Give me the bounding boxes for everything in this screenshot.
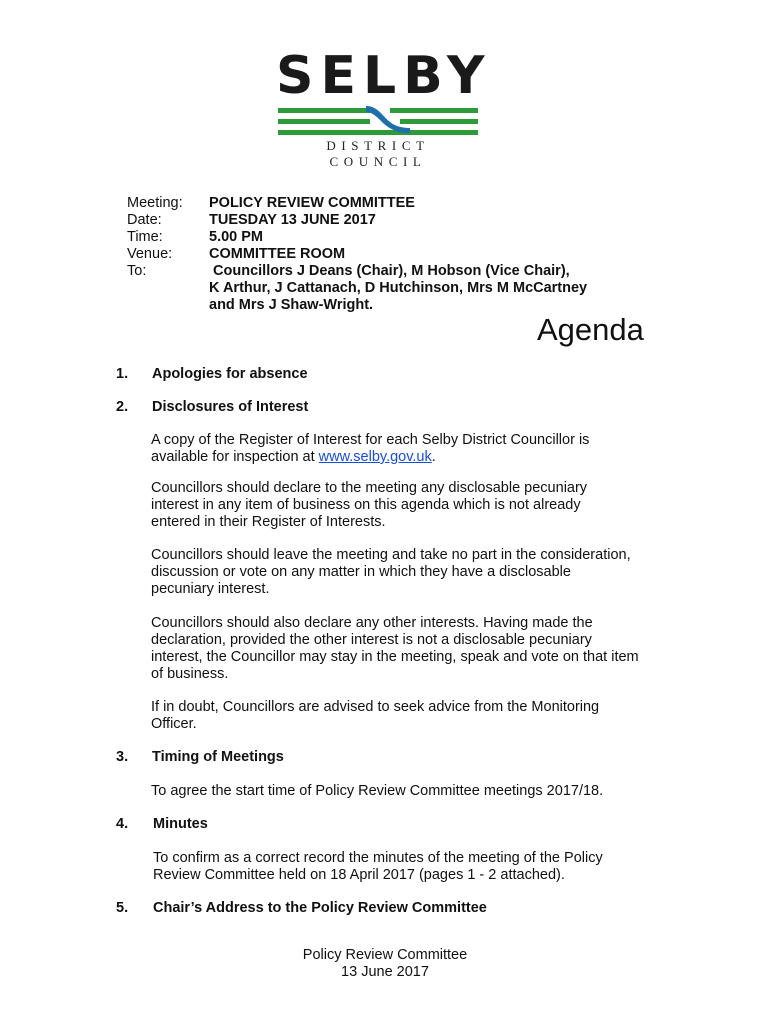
item-title: Chair’s Address to the Policy Review Committee bbox=[153, 900, 487, 916]
page-footer bbox=[0, 947, 770, 981]
timing-paragraph: To agree the start time of Policy Review Committee meetings 2017/18. bbox=[151, 783, 604, 799]
item-number: 2. bbox=[116, 399, 129, 415]
date-value: TUESDAY 13 JUNE 2017 bbox=[209, 212, 376, 228]
leave-meeting-paragraph: Councillors should leave the meeting and take no part in the consideration, discussion or vote on any matter in which they have a disclosable pecuniary interest. bbox=[151, 547, 631, 597]
agenda-heading: Agenda bbox=[537, 312, 644, 347]
register-text: available for inspection at bbox=[151, 449, 319, 465]
time-label: Time: bbox=[127, 229, 163, 245]
selby-website-link[interactable]: www.selby.gov.uk bbox=[318, 449, 432, 465]
footer-committee: Policy Review Committee bbox=[302, 947, 468, 963]
item-title: Minutes bbox=[153, 816, 208, 832]
to-line-2: K Arthur, J Cattanach, D Hutchinson, Mrs M McCartney bbox=[209, 280, 588, 296]
to-line-1: Councillors J Deans (Chair), M Hobson (Vice Chair), bbox=[209, 263, 570, 279]
other-interests-paragraph: Councillors should also declare any other interests. Having made the declaration, provided the other interest is not a disclosable pecuniary interest, the Councillor may stay in the meeting, speak and vote on that item of business. bbox=[151, 615, 639, 682]
item-title: Timing of Meetings bbox=[152, 749, 284, 765]
meeting-details bbox=[127, 195, 629, 314]
item-title: Disclosures of Interest bbox=[152, 399, 309, 415]
logo-wordmark: SELBY bbox=[276, 46, 492, 106]
meeting-label: Meeting: bbox=[127, 195, 183, 211]
venue-label: Venue: bbox=[127, 246, 173, 262]
logo-subtitle: DISTRICT COUNCIL bbox=[326, 138, 430, 169]
to-value bbox=[209, 263, 629, 314]
register-line-2 bbox=[151, 449, 651, 466]
selby-district-council-logo bbox=[276, 46, 492, 169]
item-title: Apologies for absence bbox=[152, 366, 308, 382]
item-number: 1. bbox=[116, 366, 129, 382]
item-number: 3. bbox=[116, 749, 129, 765]
to-line-3: and Mrs J Shaw-Wright. bbox=[209, 297, 374, 313]
declare-paragraph: Councillors should declare to the meeting any disclosable pecuniary interest in any item of business on this agenda which is not already entered in their Register of Interests. bbox=[151, 480, 588, 530]
item-number: 5. bbox=[116, 900, 129, 916]
register-paragraph bbox=[151, 432, 651, 466]
meeting-value: POLICY REVIEW COMMITTEE bbox=[209, 195, 415, 211]
to-label: To: bbox=[127, 263, 147, 279]
logo-river-stripes bbox=[278, 106, 478, 136]
minutes-paragraph: To confirm as a correct record the minutes of the meeting of the Policy Review Committee held on 18 April 2017 (pages 1 - 2 attached). bbox=[153, 850, 603, 883]
register-period: . bbox=[431, 449, 436, 465]
venue-value: COMMITTEE ROOM bbox=[209, 246, 346, 262]
item-number: 4. bbox=[116, 816, 129, 832]
register-line-1: A copy of the Register of Interest for each Selby District Councillor is bbox=[151, 432, 590, 448]
advice-paragraph: If in doubt, Councillors are advised to seek advice from the Monitoring Officer. bbox=[151, 699, 600, 732]
date-label: Date: bbox=[127, 212, 162, 228]
footer-date: 13 June 2017 bbox=[341, 964, 429, 980]
time-value: 5.00 PM bbox=[209, 229, 263, 245]
